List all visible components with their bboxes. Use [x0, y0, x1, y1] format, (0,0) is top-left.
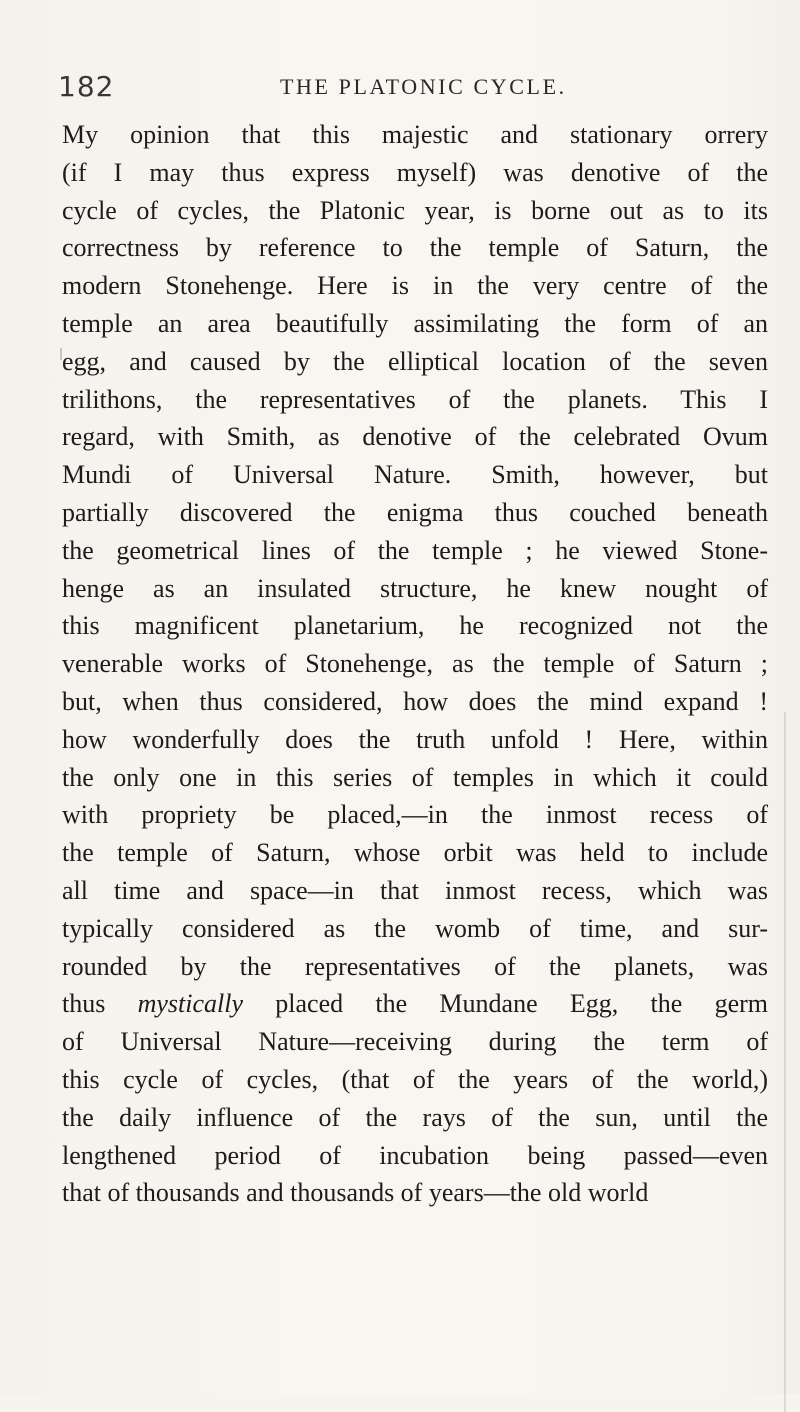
- text-line: that of thousands and thousands of years—the old world: [62, 1178, 649, 1208]
- text-line: cycle of cycles, the Platonic year, is borne out as to its: [62, 195, 768, 225]
- scan-margin-mark: [784, 712, 786, 1412]
- body-text: [62, 116, 768, 1212]
- text-line: (if I may thus express myself) was denotive of the: [62, 157, 768, 187]
- text-line: Mundi of Universal Nature. Smith, however, but: [62, 460, 768, 490]
- text-line: the only one in this series of temples in which it could: [62, 762, 768, 792]
- text-line: partially discovered the enigma thus couched beneath: [62, 497, 768, 527]
- text-line: this magnificent planetarium, he recognized not the: [62, 611, 768, 641]
- text-line: but, when thus considered, how does the mind expand !: [62, 686, 768, 716]
- text-line: henge as an insulated structure, he knew nought of: [62, 573, 768, 603]
- text-line: typically considered as the womb of time, and sur-: [62, 913, 768, 943]
- text-line: trilithons, the representatives of the planets. This I: [62, 384, 768, 414]
- text-line: modern Stonehenge. Here is in the very centre of the: [62, 271, 768, 301]
- text-line: with propriety be placed,—in the inmost recess of: [62, 800, 768, 830]
- text-line: the temple of Saturn, whose orbit was held to include: [62, 838, 768, 868]
- text-segment: thus: [62, 989, 138, 1019]
- running-head: THE PLATONIC CYCLE.: [280, 74, 567, 99]
- italic-word: mystically: [137, 989, 244, 1019]
- text-line: correctness by reference to the temple of Saturn, the: [62, 233, 768, 263]
- text-line: how wonderfully does the truth unfold ! Here, within: [62, 724, 768, 754]
- text-line: rounded by the representatives of the planets, was: [62, 951, 768, 981]
- text-line: regard, with Smith, as denotive of the celebrated Ovum: [62, 422, 768, 452]
- text-line: lengthened period of incubation being passed—even: [62, 1140, 768, 1170]
- text-line: the daily influence of the rays of the sun, until the: [62, 1102, 768, 1132]
- text-line: temple an area beautifully assimilating the form of an: [62, 308, 768, 338]
- page-number: 182: [58, 70, 115, 103]
- text-segment: placed the Mundane Egg, the germ: [243, 989, 768, 1019]
- scan-margin-mark: [60, 348, 62, 360]
- page-header: [58, 70, 748, 114]
- text-line: venerable works of Stonehenge, as the temple of Saturn ;: [62, 649, 768, 679]
- text-line: all time and space—in that inmost recess, which was: [62, 875, 768, 905]
- text-line-with-italic: [62, 985, 768, 1023]
- text-line: egg, and caused by the elliptical location of the seven: [62, 346, 768, 376]
- text-line: this cycle of cycles, (that of the years of the world,): [62, 1064, 768, 1094]
- text-line: My opinion that this majestic and stationary orrery: [62, 120, 768, 149]
- text-line: the geometrical lines of the temple ; he viewed Stone-: [62, 535, 768, 565]
- text-line: of Universal Nature—receiving during the term of: [62, 1027, 768, 1057]
